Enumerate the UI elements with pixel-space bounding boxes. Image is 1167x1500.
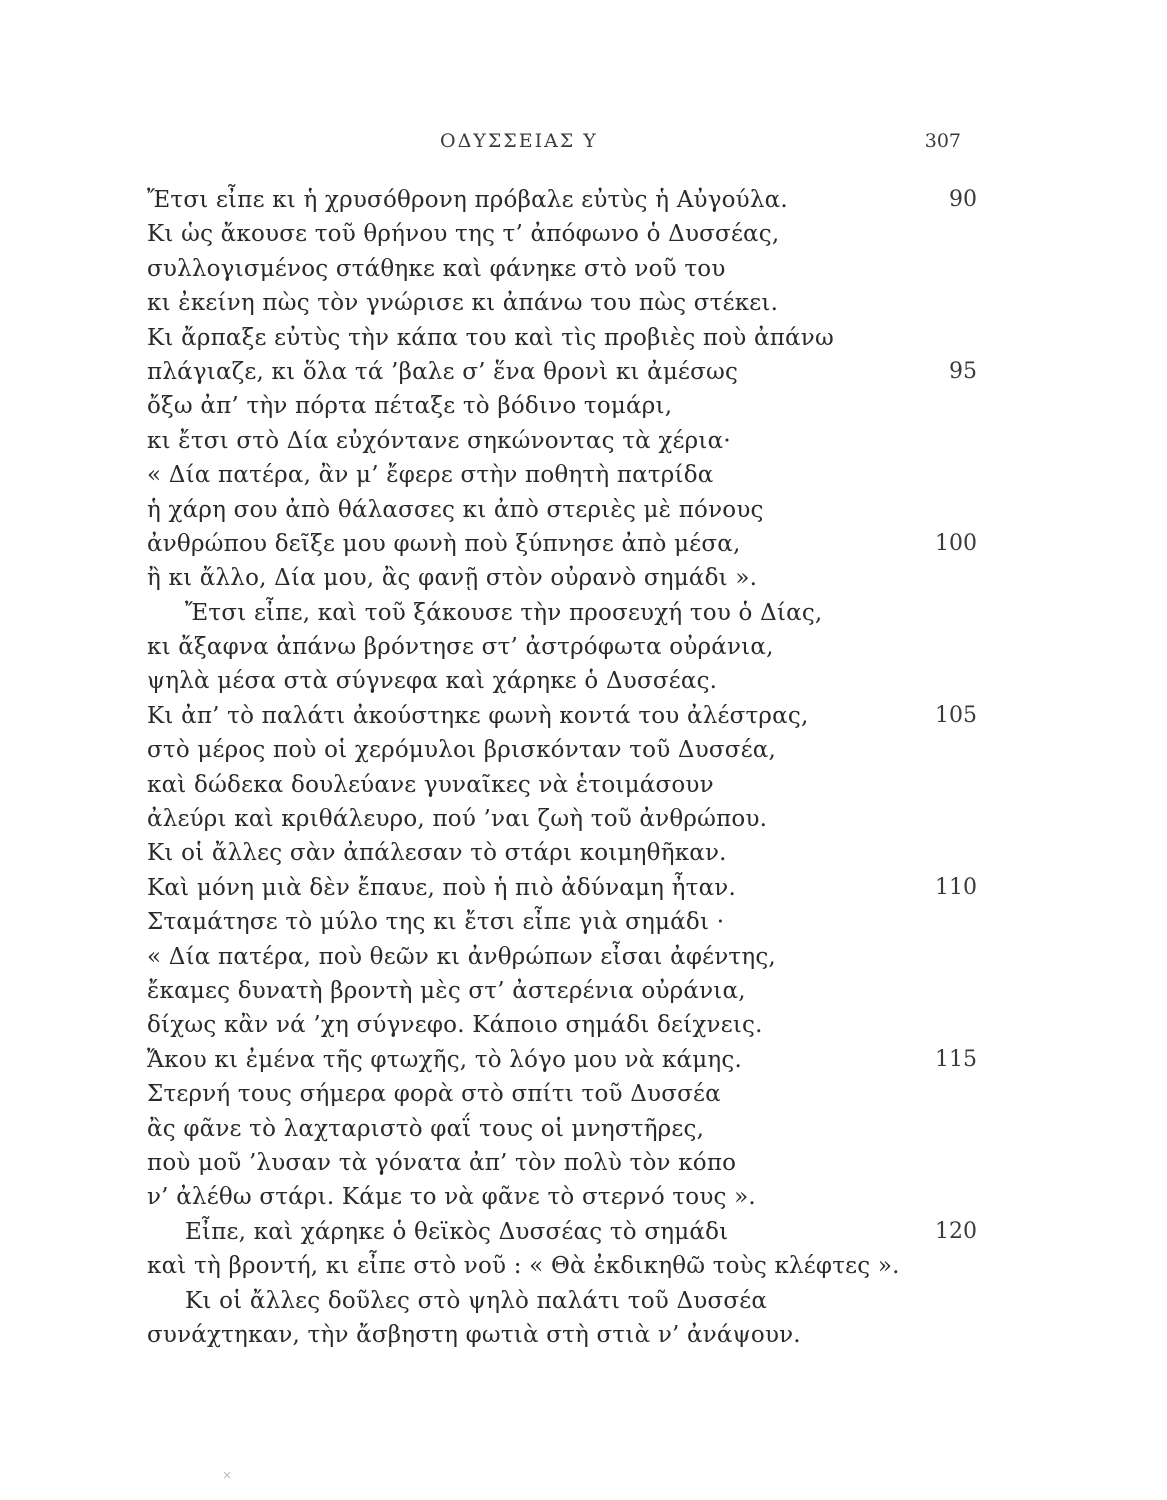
verse-text: Ἔτσι εἶπε κι ἡ χρυσόθρονη πρόβαλε εὐτὺς ἡ Αὐγούλα.: [147, 187, 788, 213]
line-number: 120: [935, 1218, 977, 1244]
running-head: [0, 130, 1167, 158]
verse-text: Ἔτσι εἶπε, καὶ τοῦ ξάκουσε τὴν προσευχή του ὁ Δίας,: [185, 599, 823, 626]
verse-text: Καὶ μόνη μιὰ δὲν ἔπαυε, ποὺ ἡ πιὸ ἀδύναμη ἦταν.: [147, 874, 736, 901]
verse-line: [0, 733, 1167, 767]
verse-text: ἔκαμες δυνατὴ βροντὴ μὲς στ’ ἀστερένια οὐράνια,: [147, 977, 746, 1004]
verse-line: [0, 1180, 1167, 1214]
verse-text: στὸ μέρος ποὺ οἱ χερόμυλοι βρισκόνταν τοῦ Δυσσέα,: [147, 737, 777, 764]
running-title: ΟΔΥΣΣΕΙΑΣ Υ: [440, 130, 598, 152]
stray-mark: ×: [222, 1468, 233, 1482]
verse-line: [0, 1043, 1167, 1077]
verse-line: [0, 1146, 1167, 1180]
verse-text: Στερνή τους σήμερα φορὰ στὸ σπίτι τοῦ Δυσσέα: [147, 1081, 721, 1108]
verse-text: καὶ τὴ βροντή, κι εἶπε στὸ νοῦ : « Θὰ ἐκδικηθῶ τοὺς κλέφτες ».: [147, 1253, 900, 1280]
verse-text: δίχως κἂν νά ’χη σύγνεφο. Κάποιο σημάδι δείχνεις.: [147, 1012, 763, 1039]
verse-text: ἢ κι ἄλλο, Δία μου, ἂς φανῇ στὸν οὐρανὸ σημάδι ».: [147, 565, 758, 592]
verse-text: Σταμάτησε τὸ μύλο της κι ἔτσι εἶπε γιὰ σημάδι ·: [147, 909, 725, 936]
verse-line: [0, 389, 1167, 423]
verse-line: [0, 699, 1167, 733]
verse-text: Κι ἄρπαξε εὐτὺς τὴν κάπα του καὶ τὶς προβιὲς ποὺ ἀπάνω: [147, 324, 834, 351]
line-number: 100: [935, 530, 977, 556]
verse-text: Κι ἀπ’ τὸ παλάτι ἀκούστηκε φωνὴ κοντά του ἀλέστρας,: [147, 702, 809, 729]
verse-text: καὶ δώδεκα δουλεύανε γυναῖκες νὰ ἑτοιμάσουν: [147, 771, 714, 798]
verse-line: [0, 974, 1167, 1008]
verse-line: [0, 321, 1167, 355]
verse-text: Εἶπε, καὶ χάρηκε ὁ θεϊκὸς Δυσσέας τὸ σημάδι: [185, 1218, 729, 1245]
verse-text: πλάγιαζε, κι ὅλα τά ’βαλε σ’ ἕνα θρονὶ κι ἀμέσως: [147, 358, 739, 385]
line-number: 105: [935, 702, 977, 728]
verse-line: [0, 664, 1167, 698]
verse-line: [0, 1112, 1167, 1146]
line-number: 95: [949, 358, 977, 384]
poem-text: [0, 183, 1167, 1352]
verse-line: [0, 768, 1167, 802]
verse-line: [0, 217, 1167, 251]
verse-text: κι ἐκείνη πὼς τὸν γνώρισε κι ἀπάνω του πὼς στέκει.: [147, 290, 779, 317]
verse-line: [0, 596, 1167, 630]
verse-text: ν’ ἀλέθω στάρι. Κάμε το νὰ φᾶνε τὸ στερνό τους ».: [147, 1184, 756, 1211]
verse-text: ψηλὰ μέσα στὰ σύγνεφα καὶ χάρηκε ὁ Δυσσέας.: [147, 668, 718, 695]
verse-line: [0, 286, 1167, 320]
verse-line: [0, 252, 1167, 286]
verse-line: [0, 836, 1167, 870]
verse-text: κι ἔτσι στὸ Δία εὐχόντανε σηκώνοντας τὰ χέρια·: [147, 427, 731, 454]
verse-text: ἂς φᾶνε τὸ λαχταριστὸ φαΐ τους οἱ μνηστῆρες,: [147, 1115, 705, 1142]
verse-text: συνάχτηκαν, τὴν ἄσβηστη φωτιὰ στὴ στιὰ ν’ ἀνάψουν.: [147, 1321, 801, 1348]
verse-line: [0, 458, 1167, 492]
verse-line: [0, 940, 1167, 974]
verse-text: Κι οἱ ἄλλες δοῦλες στὸ ψηλὸ παλάτι τοῦ Δυσσέα: [185, 1287, 768, 1314]
line-number: 110: [935, 874, 977, 900]
verse-line: [0, 802, 1167, 836]
verse-text: κι ἄξαφνα ἀπάνω βρόντησε στ’ ἀστρόφωτα οὐράνια,: [147, 634, 774, 661]
verse-line: [0, 1215, 1167, 1249]
verse-line: [0, 871, 1167, 905]
verse-text: ἀνθρώπου δεῖξε μου φωνὴ ποὺ ξύπνησε ἀπὸ μέσα,: [147, 530, 741, 557]
verse-line: [0, 905, 1167, 939]
verse-line: [0, 527, 1167, 561]
verse-line: [0, 355, 1167, 389]
verse-line: [0, 493, 1167, 527]
verse-line: [0, 1284, 1167, 1318]
verse-text: ὄξω ἀπ’ τὴν πόρτα πέταξε τὸ βόδινο τομάρι,: [147, 393, 673, 420]
verse-line: [0, 1077, 1167, 1111]
line-number: 90: [949, 187, 977, 212]
verse-text: Ἄκου κι ἐμένα τῆς φτωχῆς, τὸ λόγο μου νὰ κάμης.: [147, 1046, 742, 1073]
verse-text: ἡ χάρη σου ἀπὸ θάλασσες κι ἀπὸ στεριὲς μὲ πόνους: [147, 496, 764, 523]
verse-text: « Δία πατέρα, ἂν μ’ ἔφερε στὴν ποθητὴ πατρίδα: [147, 462, 714, 489]
verse-text: ἀλεύρι καὶ κριθάλευρο, πού ’ναι ζωὴ τοῦ ἀνθρώπου.: [147, 806, 768, 833]
verse-text: ποὺ μοῦ ’λυσαν τὰ γόνατα ἀπ’ τὸν πολὺ τὸν κόπο: [147, 1149, 737, 1176]
verse-text: « Δία πατέρα, ποὺ θεῶν κι ἀνθρώπων εἶσαι ἀφέντης,: [147, 943, 776, 970]
verse-line: [0, 424, 1167, 458]
verse-line: [0, 183, 1167, 217]
verse-text: Κι οἱ ἄλλες σὰν ἀπάλεσαν τὸ στάρι κοιμηθῆκαν.: [147, 840, 727, 867]
verse-line: [0, 630, 1167, 664]
page-number: 307: [924, 130, 961, 152]
line-number: 115: [935, 1046, 977, 1072]
verse-text: Κι ὡς ἄκουσε τοῦ θρήνου της τ’ ἀπόφωνο ὁ Δυσσέας,: [147, 221, 780, 248]
verse-text: συλλογισμένος στάθηκε καὶ φάνηκε στὸ νοῦ του: [147, 255, 726, 282]
verse-line: [0, 1008, 1167, 1042]
verse-line: [0, 1318, 1167, 1352]
verse-line: [0, 561, 1167, 595]
verse-line: [0, 1249, 1167, 1283]
